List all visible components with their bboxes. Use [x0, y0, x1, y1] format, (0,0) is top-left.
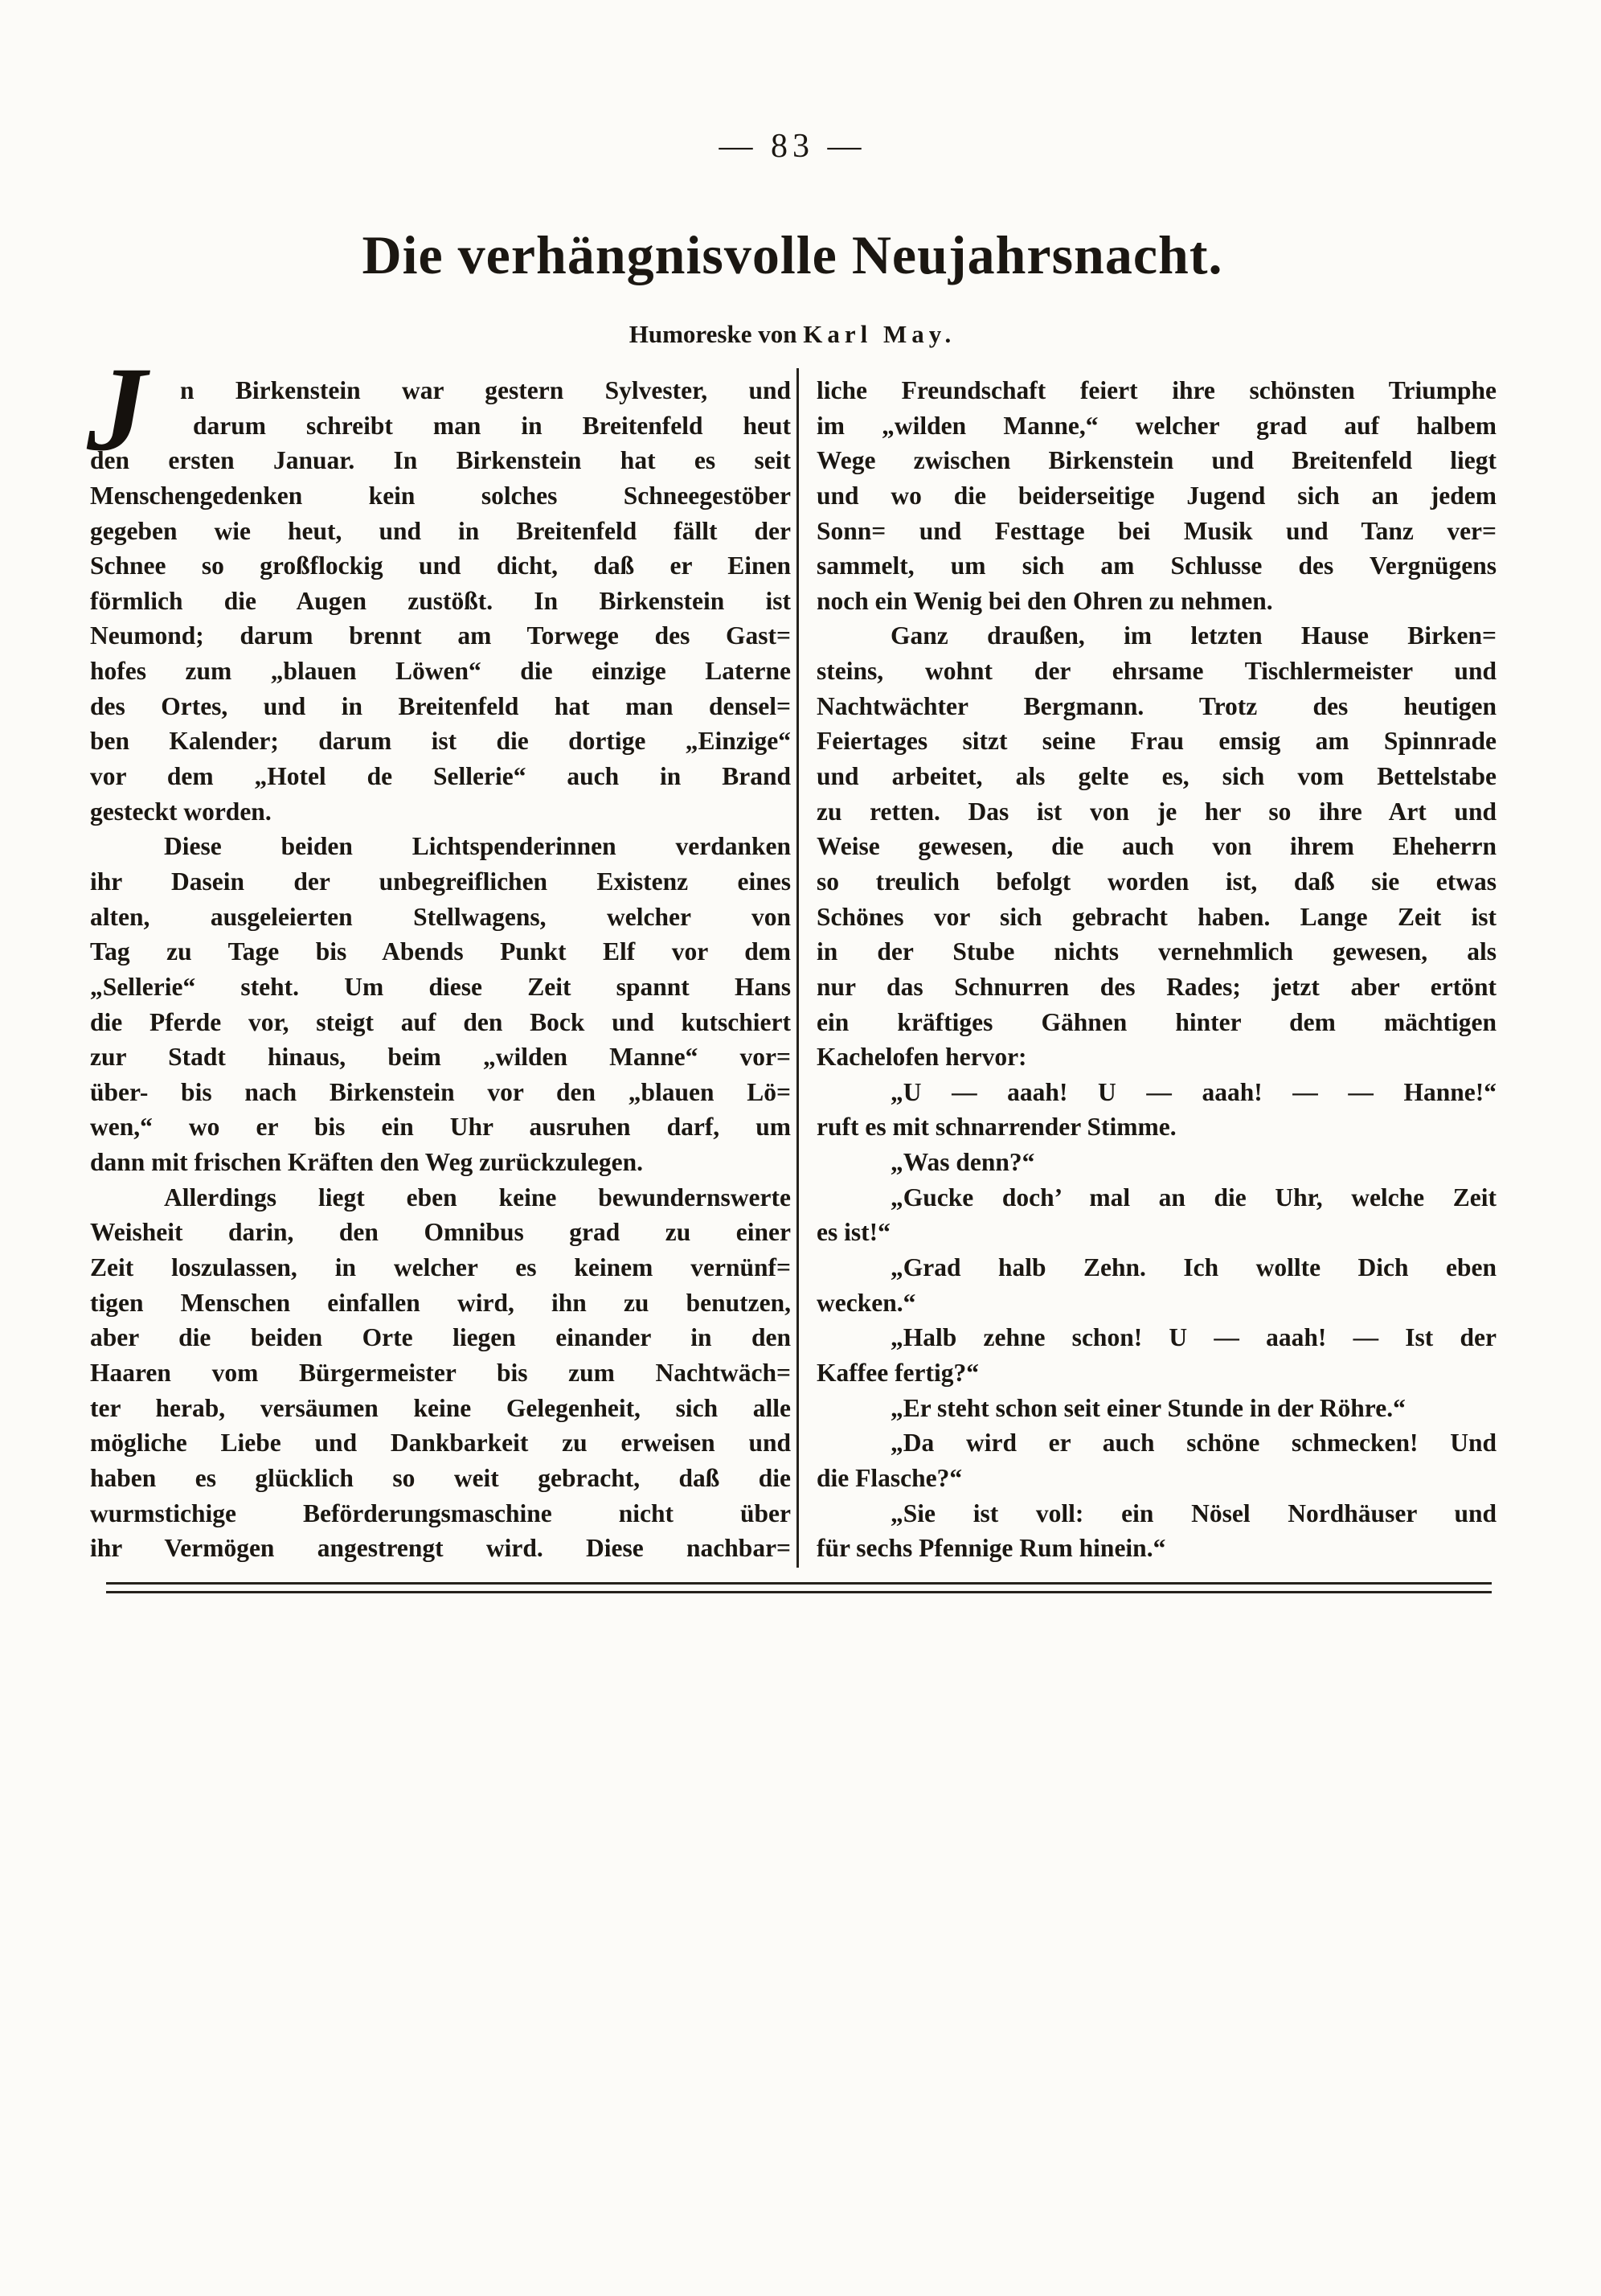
text-line: gesteckt worden. — [90, 797, 272, 826]
text-line: Weisheit darin, den Omnibus grad zu einer — [90, 1218, 791, 1247]
text-line: Feiertages sitzt seine Frau emsig am Spinnrade — [817, 727, 1497, 756]
text-line: wecken.“ — [817, 1288, 916, 1317]
text-line: Diese beiden Lichtspenderinnen verdanken — [164, 832, 791, 861]
text-line: Wege zwischen Birkenstein und Breitenfeld liegt — [817, 446, 1497, 475]
text-line: ruft es mit schnarrender Stimme. — [817, 1113, 1177, 1142]
text-line: mögliche Liebe und Dankbarkeit zu erweisen und — [90, 1429, 791, 1458]
text-line: ihr Dasein der unbegreiflichen Existenz eines — [90, 867, 791, 896]
text-line: Schnee so großflockig und dicht, daß er Einen — [90, 551, 791, 580]
text-line: Ganz draußen, im letzten Hause Birken= — [891, 621, 1497, 650]
text-line: „Er steht schon seit einer Stunde in der Röhre.“ — [891, 1393, 1406, 1422]
text-line: „U — aaah! U — aaah! — — Hanne!“ — [891, 1077, 1497, 1106]
text-line: die Pferde vor, steigt auf den Bock und kutschiert — [90, 1007, 791, 1036]
text-line: „Sie ist voll: ein Nösel Nordhäuser und — [891, 1499, 1497, 1527]
text-column-left — [87, 342, 791, 1566]
text-line: ein kräftiges Gähnen hinter dem mächtigen — [817, 1007, 1497, 1036]
text-line: gegeben wie heut, und in Breitenfeld fällt der — [90, 516, 791, 545]
text-line: die Flasche?“ — [817, 1463, 963, 1492]
text-line: den ersten Januar. In Birkenstein hat es seit — [90, 446, 791, 475]
text-line: haben es glücklich so weit gebracht, daß die — [90, 1463, 791, 1492]
column-divider-rule — [796, 368, 799, 1568]
text-line: aber die beiden Orte liegen einander in den — [90, 1323, 791, 1352]
article-byline — [77, 320, 1508, 349]
text-line: Nachtwächter Bergmann. Trotz des heutigen — [817, 691, 1497, 720]
text-line: zu retten. Das ist von je her so ihre Art und — [817, 797, 1497, 826]
text-line: es ist!“ — [817, 1218, 891, 1247]
text-line: Menschengedenken kein solches Schneegestöber — [90, 481, 791, 510]
text-line: Kachelofen hervor: — [817, 1043, 1027, 1072]
text-line: so treulich befolgt worden ist, daß sie etwas — [817, 867, 1497, 896]
text-line: tigen Menschen einfallen wird, ihn zu benutzen, — [90, 1288, 791, 1317]
text-line: „Da wird er auch schöne schmecken! Und — [891, 1429, 1497, 1458]
text-line: hofes zum „blauen Löwen“ die einzige Laterne — [90, 657, 791, 686]
byline-author: Karl May. — [803, 320, 956, 348]
text-line: „Sellerie“ steht. Um diese Zeit spannt Hans — [90, 972, 791, 1001]
text-line: „Was denn?“ — [891, 1148, 1035, 1177]
text-line: Tag zu Tage bis Abends Punkt Elf vor dem — [90, 937, 791, 966]
text-line: alten, ausgeleierten Stellwagens, welcher von — [90, 902, 791, 931]
text-line: sammelt, um sich am Schlusse des Vergnügens — [817, 551, 1497, 580]
text-line: und wo die beiderseitige Jugend sich an jedem — [817, 481, 1497, 510]
text-line: darum schreibt man in Breitenfeld heut — [193, 411, 791, 440]
text-line: förmlich die Augen zustößt. In Birkenstein ist — [90, 586, 791, 615]
text-line: nur das Schnurren des Rades; jetzt aber ertönt — [817, 972, 1497, 1001]
text-line: Zeit loszulassen, in welcher es keinem vernünf= — [90, 1253, 791, 1282]
footer-double-rule — [106, 1582, 1492, 1593]
text-line: n Birkenstein war gestern Sylvester, und — [180, 376, 791, 404]
drop-cap-initial: J — [87, 342, 147, 476]
text-line: im „wilden Manne,“ welcher grad auf halbem — [817, 411, 1497, 440]
text-line: über- bis nach Birkenstein vor den „blauen Lö= — [90, 1077, 791, 1106]
text-line: für sechs Pfennige Rum hinein.“ — [817, 1534, 1166, 1563]
text-line: „Grad halb Zehn. Ich wollte Dich eben — [891, 1253, 1497, 1282]
text-line: in der Stube nichts vernehmlich gewesen, als — [817, 937, 1497, 966]
text-line: dann mit frischen Kräften den Weg zurückzulegen. — [90, 1148, 644, 1177]
byline-prefix: Humoreske von — [629, 320, 804, 348]
text-line: ihr Vermögen angestrengt wird. Diese nachbar= — [90, 1534, 791, 1563]
text-line: Neumond; darum brennt am Torwege des Gast= — [90, 621, 791, 650]
text-line: zur Stadt hinaus, beim „wilden Manne“ vor= — [90, 1043, 791, 1072]
text-line: des Ortes, und in Breitenfeld hat man densel= — [90, 691, 791, 720]
text-line: liche Freundschaft feiert ihre schönsten Triumphe — [817, 376, 1497, 404]
text-line: ben Kalender; darum ist die dortige „Einzige“ — [90, 727, 791, 756]
page-number: — 83 — — [719, 128, 866, 165]
text-line: wurmstichige Beförderungsmaschine nicht über — [90, 1499, 791, 1527]
text-line: ter herab, versäumen keine Gelegenheit, sich alle — [90, 1393, 791, 1422]
text-line: wen,“ wo er bis ein Uhr ausruhen darf, um — [90, 1113, 791, 1142]
text-line: Allerdings liegt eben keine bewundernswerte — [164, 1183, 791, 1212]
text-line: Kaffee fertig?“ — [817, 1358, 980, 1387]
text-line: Haaren vom Bürgermeister bis zum Nachtwäch= — [90, 1358, 791, 1387]
text-line: noch ein Wenig bei den Ohren zu nehmen. — [817, 586, 1273, 615]
text-line: „Halb zehne schon! U — aaah! — Ist der — [891, 1323, 1497, 1352]
text-line: Sonn= und Festtage bei Musik und Tanz ver= — [817, 516, 1497, 545]
text-line: Weise gewesen, die auch von ihrem Eheherrn — [817, 832, 1497, 861]
text-line: Schönes vor sich gebracht haben. Lange Zeit ist — [817, 902, 1497, 931]
text-line: vor dem „Hotel de Sellerie“ auch in Brand — [90, 762, 791, 791]
text-line: und arbeitet, als gelte es, sich vom Bettelstabe — [817, 762, 1497, 791]
text-line: „Gucke doch’ mal an die Uhr, welche Zeit — [891, 1183, 1497, 1212]
article-title: Die verhängnisvolle Neujahrsnacht. — [362, 224, 1223, 285]
text-line: steins, wohnt der ehrsame Tischlermeister und — [817, 657, 1497, 686]
text-column-right — [817, 373, 1497, 1566]
